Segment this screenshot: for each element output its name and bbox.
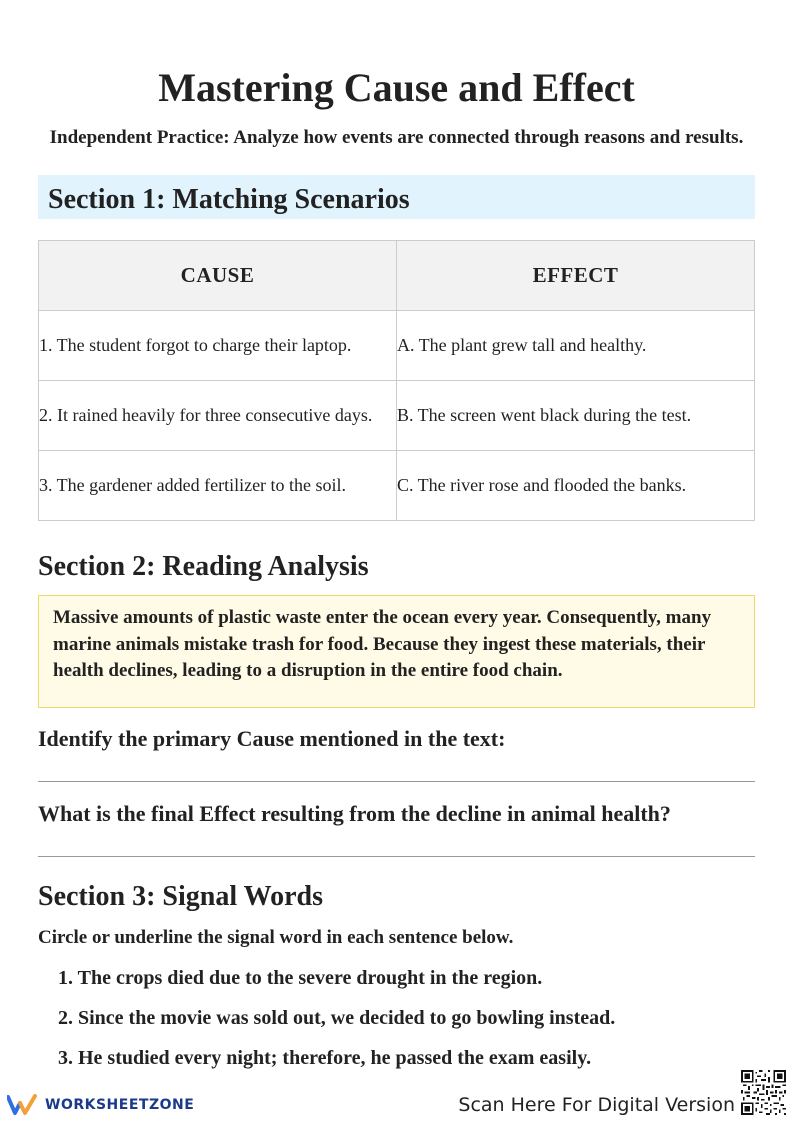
effect-cell: C. The river rose and flooded the banks. bbox=[397, 451, 755, 521]
signal-sentence: 1. The crops died due to the severe drought in the region. bbox=[58, 967, 543, 989]
brand-name-part1: WORKSHEET bbox=[45, 1097, 149, 1113]
reading-passage: Massive amounts of plastic waste enter the ocean every year. Consequently, many marine animals mistake trash for food. Because they ingest these materials, their health declines, leading to a disruption in the entire food chain. bbox=[38, 595, 755, 708]
section3-heading: Section 3: Signal Words bbox=[38, 881, 323, 912]
cause-cell: 3. The gardener added fertilizer to the soil. bbox=[39, 451, 397, 521]
section3-instruction: Circle or underline the signal word in each sentence below. bbox=[38, 927, 514, 948]
table-row bbox=[39, 451, 755, 521]
signal-sentence: 2. Since the movie was sold out, we decided to go bowling instead. bbox=[58, 1007, 616, 1029]
section2-heading: Section 2: Reading Analysis bbox=[38, 551, 369, 582]
scan-caption: Scan Here For Digital Version bbox=[458, 1094, 735, 1116]
question-primary-cause: Identify the primary Cause mentioned in the text: bbox=[38, 726, 506, 751]
table-row bbox=[39, 381, 755, 451]
logo-w-icon bbox=[7, 1094, 39, 1116]
brand-name bbox=[45, 1097, 194, 1113]
worksheetzone-logo bbox=[7, 1092, 194, 1118]
matching-table bbox=[38, 240, 755, 521]
effect-cell: A. The plant grew tall and healthy. bbox=[397, 311, 755, 381]
question-final-effect: What is the final Effect resulting from the decline in animal health? bbox=[38, 801, 671, 826]
qr-code-icon[interactable] bbox=[741, 1070, 786, 1115]
answer-line[interactable] bbox=[38, 781, 755, 782]
page-subtitle: Independent Practice: Analyze how events are connected through reasons and results. bbox=[49, 127, 744, 148]
effect-cell: B. The screen went black during the test. bbox=[397, 381, 755, 451]
table-header-row bbox=[39, 241, 755, 311]
brand-name-part2: ZONE bbox=[148, 1097, 195, 1113]
table-row bbox=[39, 311, 755, 381]
page-title: Mastering Cause and Effect bbox=[158, 65, 635, 110]
signal-sentence: 3. He studied every night; therefore, he passed the exam easily. bbox=[58, 1047, 592, 1069]
cause-cell: 1. The student forgot to charge their laptop. bbox=[39, 311, 397, 381]
section1-heading: Section 1: Matching Scenarios bbox=[48, 184, 410, 215]
answer-line[interactable] bbox=[38, 856, 755, 857]
effect-column-header: EFFECT bbox=[397, 241, 755, 311]
section1-banner bbox=[38, 175, 755, 219]
cause-cell: 2. It rained heavily for three consecutive days. bbox=[39, 381, 397, 451]
cause-column-header: CAUSE bbox=[39, 241, 397, 311]
